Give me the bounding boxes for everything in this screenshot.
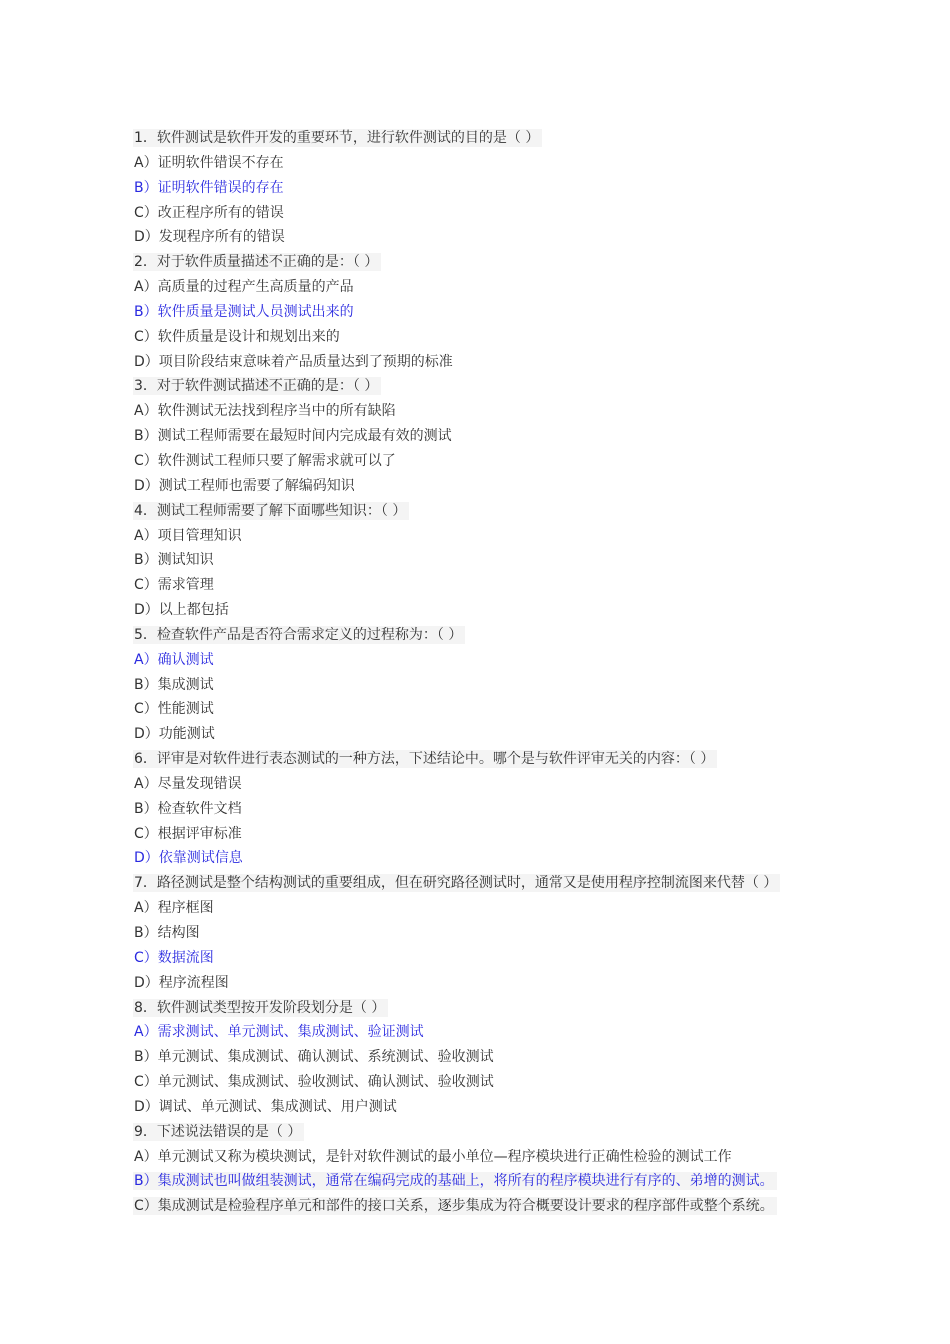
option-1b-answer: B）证明软件错误的存在 xyxy=(134,179,284,196)
option-4a: A）项目管理知识 xyxy=(134,527,242,544)
option-8a-answer: A）需求测试、单元测试、集成测试、验证测试 xyxy=(134,1024,424,1041)
option-6a: A）尽量发现错误 xyxy=(134,775,242,792)
option-9a: A）单元测试又称为模块测试，是针对软件测试的最小单位—程序模块进行正确性检验的测试工作 xyxy=(134,1148,732,1165)
option-5b: B）集成测试 xyxy=(134,676,214,693)
option-3c: C）软件测试工程师只要了解需求就可以了 xyxy=(134,452,396,469)
option-7c-answer: C）数据流图 xyxy=(134,949,214,966)
option-4d: D）以上都包括 xyxy=(134,602,229,619)
option-6b: B）检查软件文档 xyxy=(134,800,242,817)
option-8b: B）单元测试、集成测试、确认测试、系统测试、验收测试 xyxy=(134,1049,494,1066)
option-8d: D）调试、单元测试、集成测试、用户测试 xyxy=(134,1098,397,1115)
question-9: 9．下述说法错误的是（ ） xyxy=(133,1120,813,1145)
option-6d-answer: D）依靠测试信息 xyxy=(134,850,243,867)
question-5: 5．检查软件产品是否符合需求定义的过程称为：（ ） xyxy=(133,623,813,648)
option-5d: D）功能测试 xyxy=(134,726,215,743)
question-2: 2．对于软件质量描述不正确的是：（ ） xyxy=(133,250,813,275)
option-2b-answer: B）软件质量是测试人员测试出来的 xyxy=(134,303,354,320)
option-3b: B）测试工程师需要在最短时间内完成最有效的测试 xyxy=(134,428,452,445)
option-7a: A）程序框图 xyxy=(134,900,214,917)
option-9b-answer: B）集成测试也叫做组装测试，通常在编码完成的基础上，将所有的程序模块进行有序的、弟增的测试。 xyxy=(133,1169,813,1194)
option-2d: D）项目阶段结束意味着产品质量达到了预期的标准 xyxy=(134,353,453,370)
option-8c: C）单元测试、集成测试、验收测试、确认测试、验收测试 xyxy=(134,1074,494,1091)
option-2a: A）高质量的过程产生高质量的产品 xyxy=(134,279,354,296)
option-1a: A）证明软件错误不存在 xyxy=(134,154,284,171)
question-3: 3．对于软件测试描述不正确的是：（ ） xyxy=(133,374,813,399)
option-7d: D）程序流程图 xyxy=(134,974,229,991)
option-4b: B）测试知识 xyxy=(134,552,214,569)
option-3d: D）测试工程师也需要了解编码知识 xyxy=(134,477,355,494)
question-6: 6．评审是对软件进行表态测试的一种方法，下述结论中。哪个是与软件评审无关的内容：（ ） xyxy=(133,747,813,772)
option-1c: C）改正程序所有的错误 xyxy=(134,204,284,221)
question-8: 8．软件测试类型按开发阶段划分是（ ） xyxy=(133,996,813,1021)
option-7b: B）结构图 xyxy=(134,925,200,941)
option-5a-answer: A）确认测试 xyxy=(134,651,214,668)
option-4c: C）需求管理 xyxy=(134,577,214,594)
option-1d: D）发现程序所有的错误 xyxy=(134,229,285,246)
option-5c: C）性能测试 xyxy=(134,701,214,718)
question-7: 7．路径测试是整个结构测试的重要组成，但在研究路径测试时，通常又是使用程序控制流图来代替（ ） xyxy=(133,871,813,896)
option-6c: C）根据评审标准 xyxy=(134,825,242,842)
option-2c: C）软件质量是设计和规划出来的 xyxy=(134,328,340,345)
option-3a: A）软件测试无法找到程序当中的所有缺陷 xyxy=(134,403,396,420)
question-list xyxy=(133,126,813,1219)
option-9c: C）集成测试是检验程序单元和部件的接口关系，逐步集成为符合概要设计要求的程序部件或整个系统。 xyxy=(133,1194,813,1219)
question-4: 4．测试工程师需要了解下面哪些知识：（ ） xyxy=(133,499,813,524)
question-1: 1．软件测试是软件开发的重要环节，进行软件测试的目的是（ ） xyxy=(133,126,813,151)
